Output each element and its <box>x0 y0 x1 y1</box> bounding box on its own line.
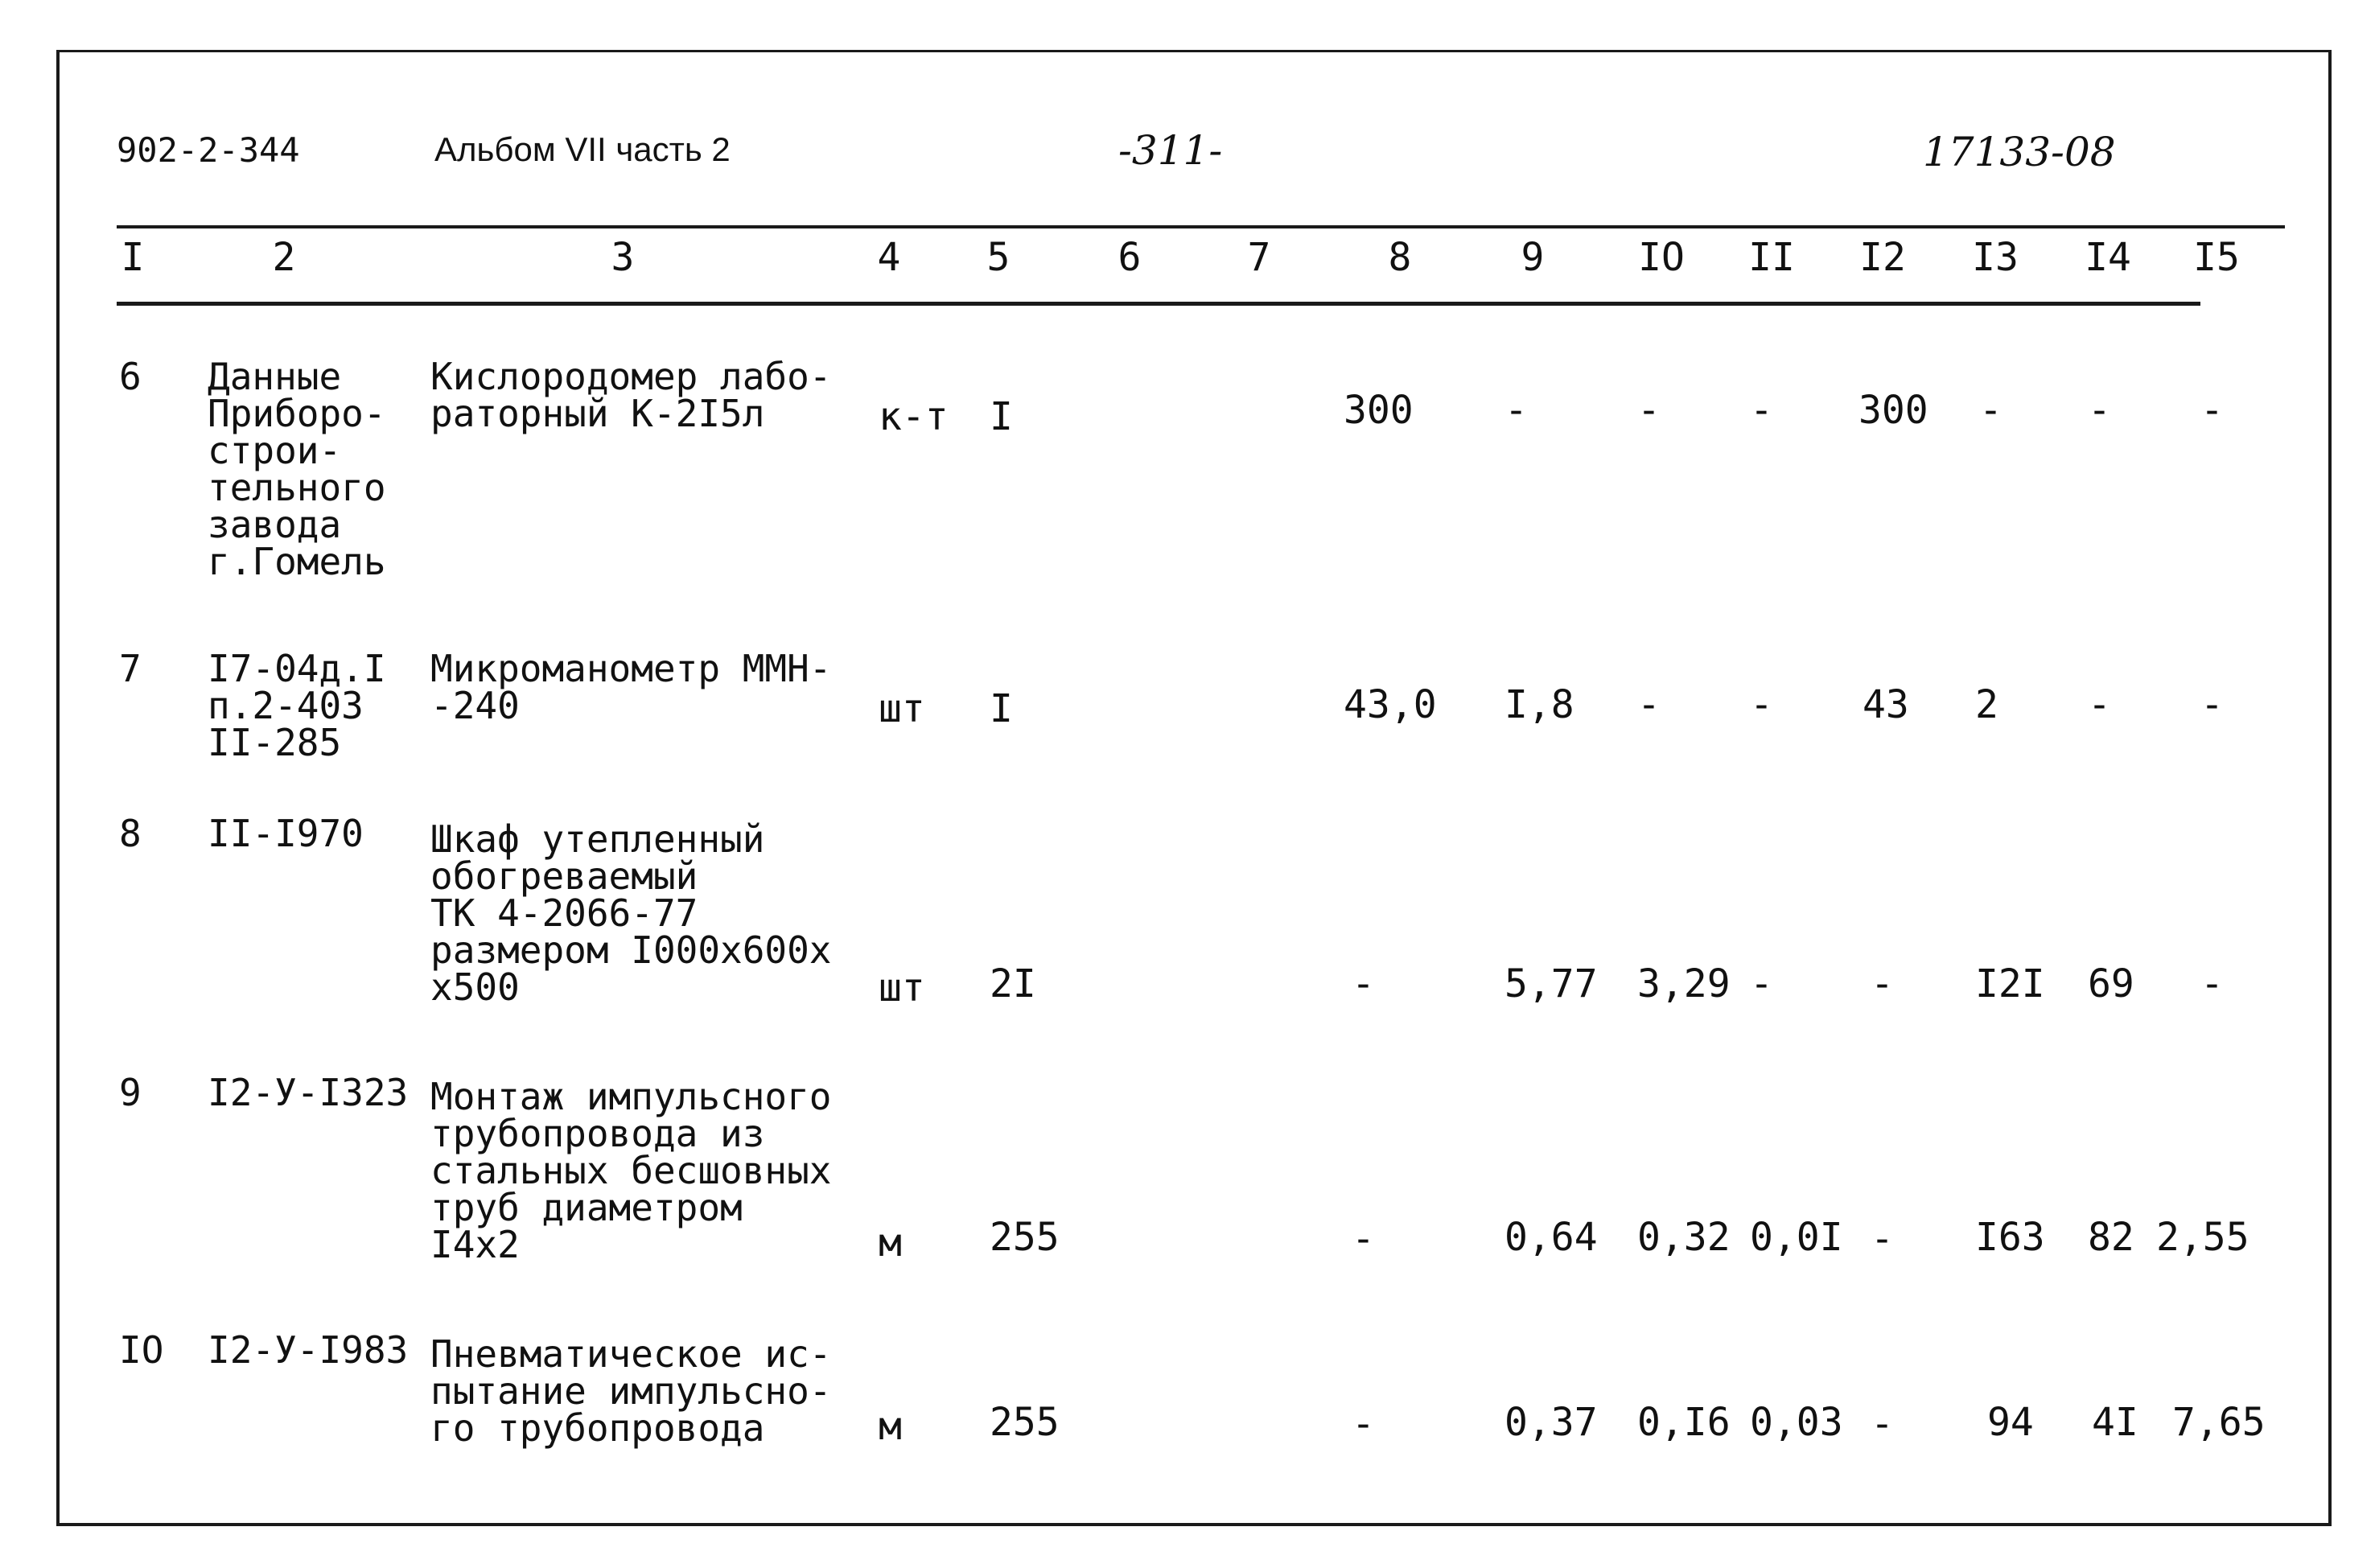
column-number: 7 <box>1247 235 1271 280</box>
col-15-value: - <box>2200 388 2224 433</box>
column-number: 4 <box>877 235 901 280</box>
col-14-value: - <box>2088 388 2111 433</box>
unit: м <box>879 1404 902 1449</box>
row-number: 7 <box>119 647 142 690</box>
quantity: 255 <box>990 1400 1060 1445</box>
col-10-value: 3,29 <box>1637 961 1731 1006</box>
column-number: I3 <box>1972 235 2019 280</box>
col-11-value: 0,0I <box>1750 1215 1843 1260</box>
col-8-value: - <box>1352 1401 1375 1447</box>
quantity: I <box>990 394 1013 439</box>
col-13-value: - <box>1979 388 2002 433</box>
col-12-value: 300 <box>1858 388 1928 433</box>
col-14-value: 82 <box>2088 1215 2134 1260</box>
col-9-value: 0,64 <box>1504 1215 1598 1260</box>
col-9-value: I,8 <box>1504 682 1574 727</box>
col-12-value: - <box>1871 1401 1894 1447</box>
col-13-value: 2 <box>1975 682 1998 727</box>
col-11-value: - <box>1750 388 1773 433</box>
col-10-value: 0,32 <box>1637 1215 1731 1260</box>
col-14-value: - <box>2088 682 2111 727</box>
doc-code: 902-2-344 <box>117 130 300 170</box>
quantity: 255 <box>990 1215 1060 1260</box>
col-11-value: - <box>1750 961 1773 1006</box>
item-name: Микроманометр ММН- -240 <box>430 647 832 727</box>
col-12-value: 43 <box>1863 682 1909 727</box>
column-number: I5 <box>2193 235 2240 280</box>
album-label: Альбом VII часть 2 <box>434 130 731 168</box>
col-8-value: - <box>1352 961 1375 1006</box>
col-13-value: I2I <box>1975 961 2045 1006</box>
col-10-value: 0,I6 <box>1637 1400 1731 1445</box>
source-code: I2-У-I323 <box>208 1071 409 1114</box>
unit: шт <box>879 686 925 731</box>
col-15-value: 2,55 <box>2156 1215 2249 1260</box>
col-15-value: - <box>2200 961 2224 1006</box>
col-15-value: - <box>2200 682 2224 727</box>
sheet-code: 17133-08 <box>1923 129 2116 175</box>
col-8-value: 43,0 <box>1344 682 1437 727</box>
source-code: II-I970 <box>208 812 364 855</box>
col-12-value: - <box>1871 961 1894 1006</box>
column-number: 6 <box>1118 235 1142 280</box>
unit: м <box>879 1220 902 1266</box>
col-11-value: - <box>1750 682 1773 727</box>
item-name: Монтаж импульсного трубопровода из стальных бесшовных труб диаметром I4х2 <box>430 1075 832 1266</box>
col-10-value: - <box>1637 388 1661 433</box>
row-number: 6 <box>119 355 142 398</box>
column-number: 2 <box>272 235 296 280</box>
source-code: I7-04д.I п.2-403 II-285 <box>208 647 386 764</box>
item-name: Шкаф утепленный обогреваемый ТК 4-2066-77 размером I000х600х х500 <box>430 817 832 1009</box>
unit: шт <box>879 965 925 1010</box>
col-13-value: I63 <box>1975 1215 2045 1260</box>
unit: к-т <box>879 394 949 439</box>
column-number: IO <box>1638 235 1685 280</box>
quantity: 2I <box>990 961 1036 1006</box>
col-10-value: - <box>1637 682 1661 727</box>
col-9-value: - <box>1504 388 1528 433</box>
page-number: -311- <box>1118 127 1223 174</box>
column-number: I <box>121 235 145 280</box>
col-15-value: 7,65 <box>2172 1400 2266 1445</box>
column-number: 8 <box>1388 235 1412 280</box>
col-9-value: 5,77 <box>1504 961 1598 1006</box>
column-number: II <box>1748 235 1795 280</box>
source-code: Данные Приборо- строи- тельного завода г.Гомель <box>208 355 386 583</box>
col-12-value: - <box>1871 1216 1894 1261</box>
quantity: I <box>990 686 1013 731</box>
col-8-value: - <box>1352 1216 1375 1261</box>
column-number: 9 <box>1521 235 1545 280</box>
col-14-value: 69 <box>2088 961 2134 1006</box>
row-number: 8 <box>119 812 142 855</box>
col-11-value: 0,03 <box>1750 1400 1843 1445</box>
col-8-value: 300 <box>1344 388 1414 433</box>
col-14-value: 4I <box>2092 1400 2138 1445</box>
row-number: IO <box>119 1328 164 1372</box>
header-rule-bottom <box>117 302 2200 306</box>
header-rule-top <box>117 225 2285 228</box>
col-9-value: 0,37 <box>1504 1400 1598 1445</box>
item-name: Пневматическое ис- пытание импульсно- го трубопровода <box>430 1332 832 1450</box>
col-13-value: 94 <box>1987 1400 2034 1445</box>
column-number: 5 <box>986 235 1011 280</box>
source-code: I2-У-I983 <box>208 1328 409 1372</box>
column-number: 3 <box>611 235 635 280</box>
item-name: Кислородомер лабо- раторный К-2I5л <box>430 355 832 435</box>
row-number: 9 <box>119 1071 142 1114</box>
column-number: I2 <box>1859 235 1906 280</box>
column-number: I4 <box>2085 235 2131 280</box>
